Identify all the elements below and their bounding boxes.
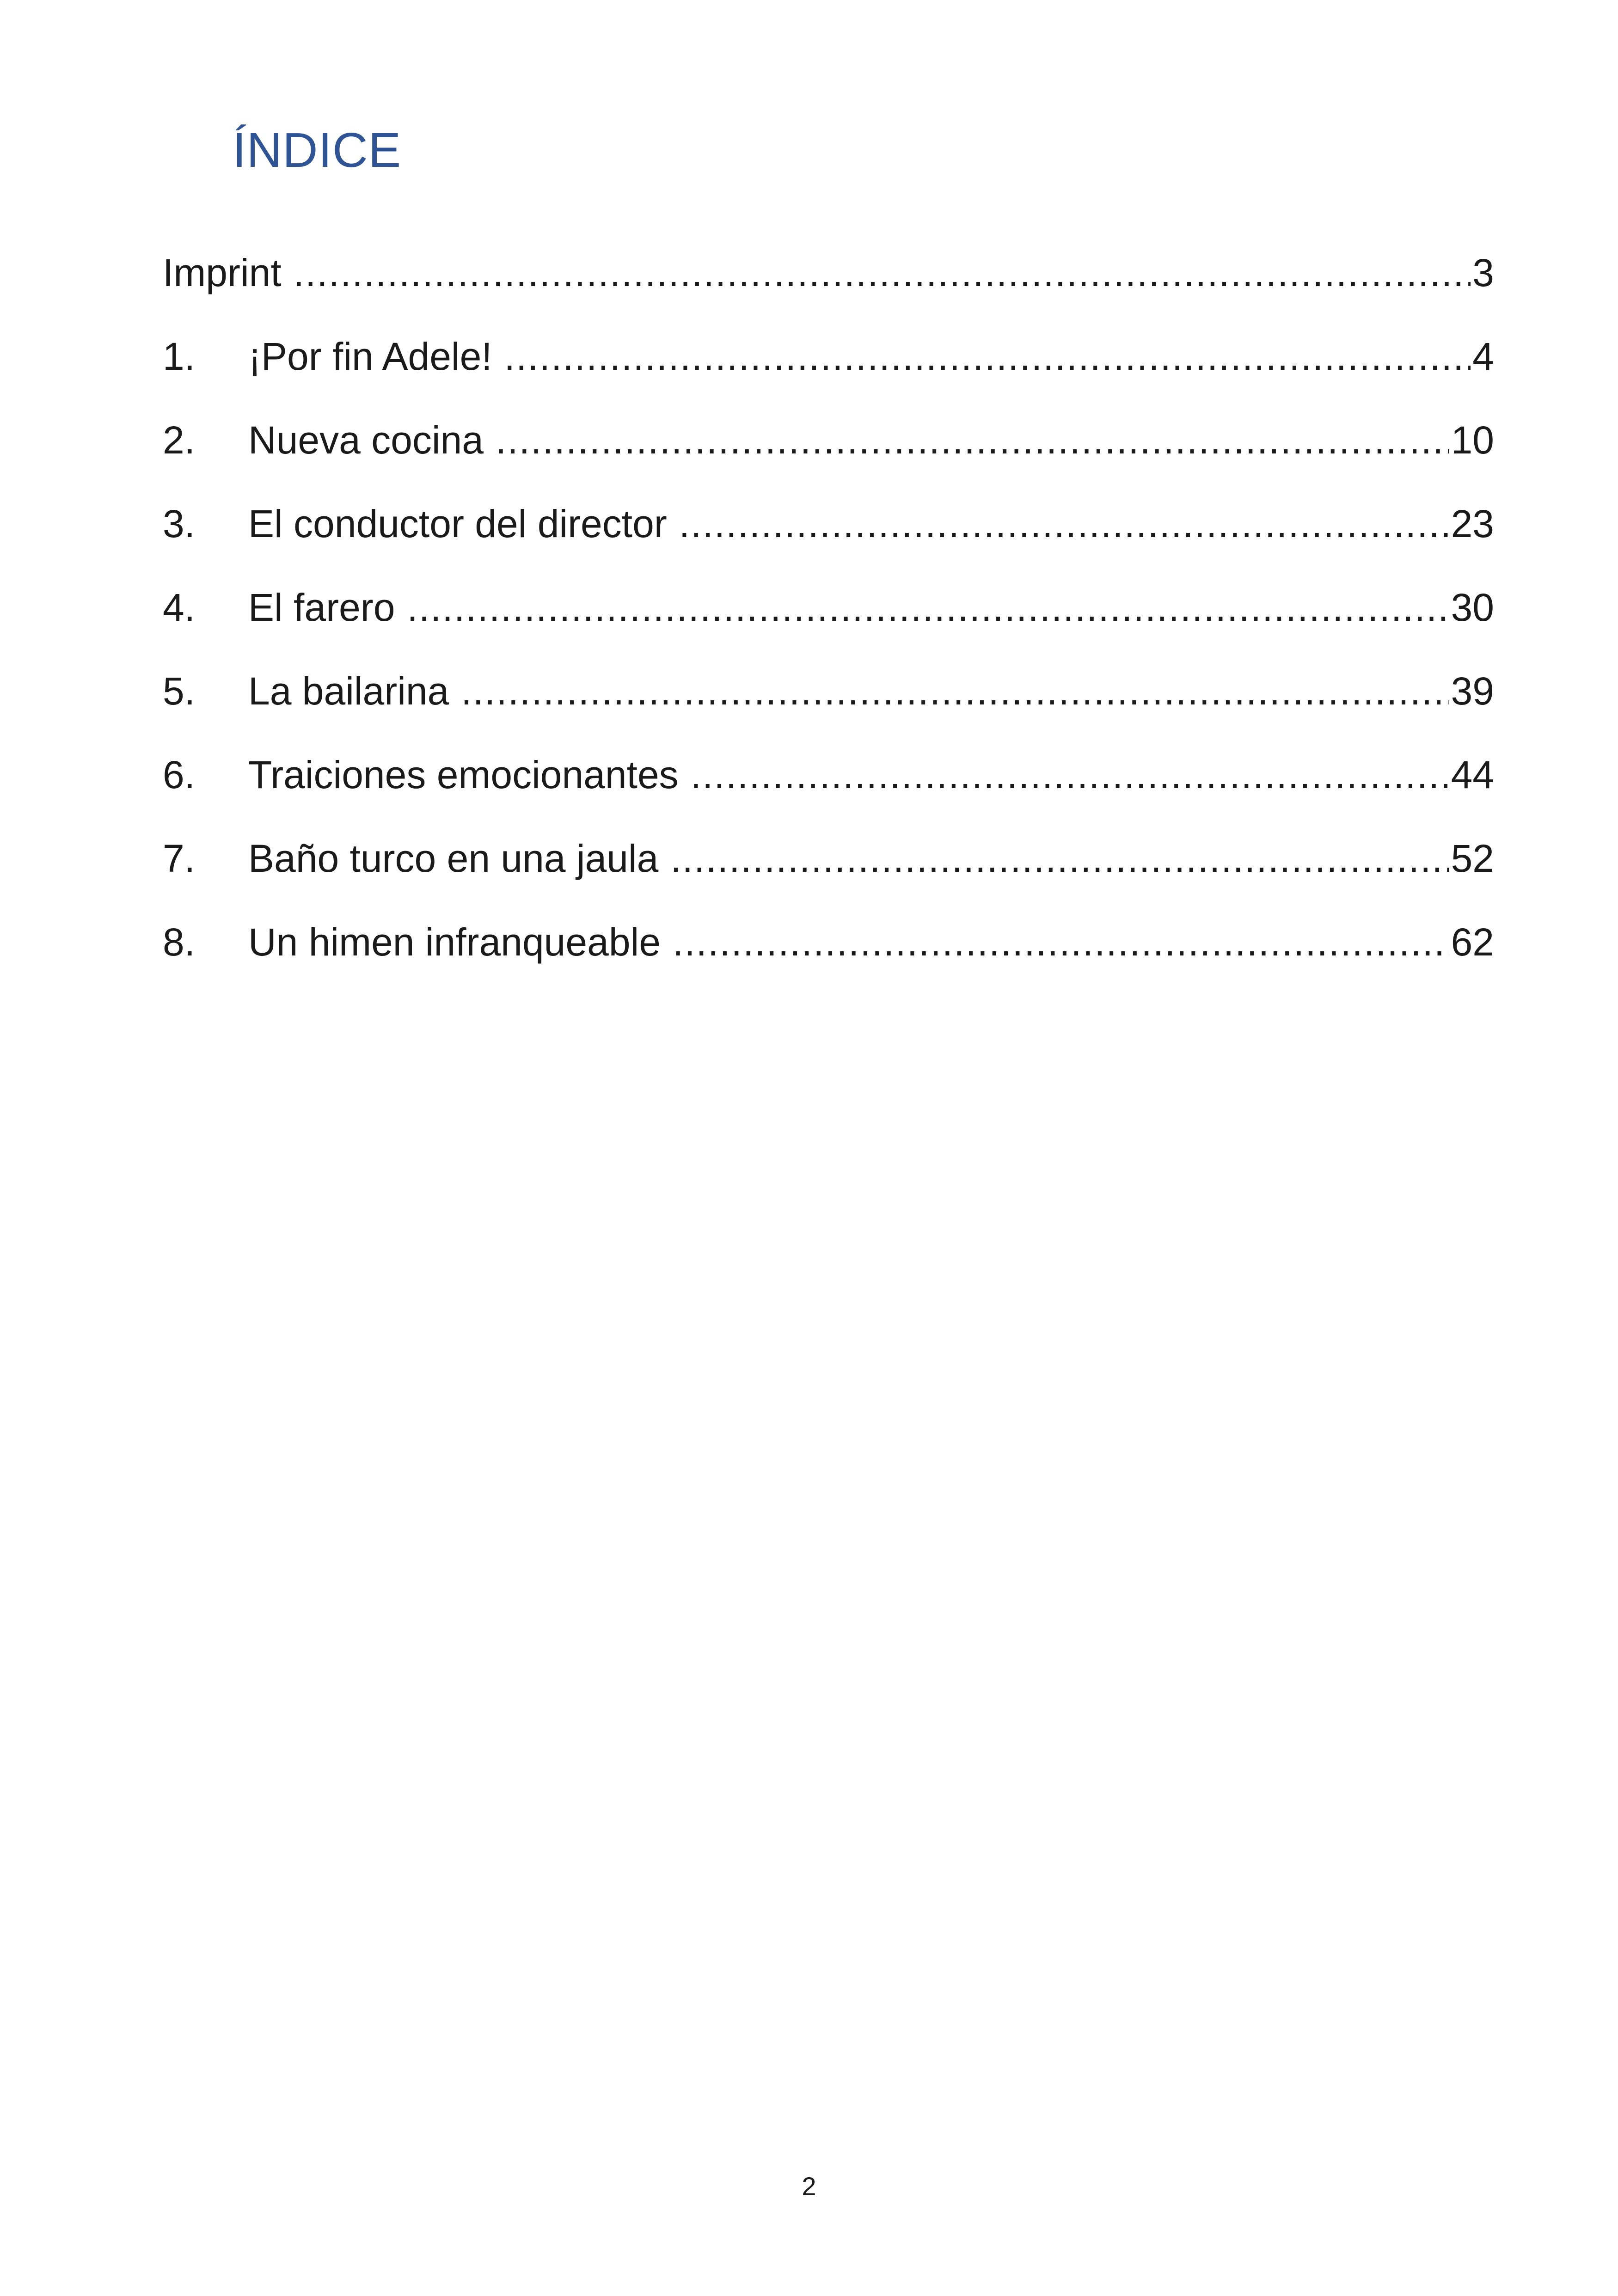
toc-entry-number: 1. (163, 335, 196, 378)
toc-entry-2[interactable] (163, 408, 1494, 491)
toc-dot-leader (407, 575, 1449, 640)
toc-entry-title: El farero (248, 586, 395, 629)
toc-entry-page: 52 (1451, 837, 1494, 880)
toc-entry-8[interactable] (163, 910, 1494, 993)
toc-entry-page: 39 (1451, 669, 1494, 713)
toc-entry-title: El conductor del director (248, 502, 667, 545)
toc-entry-page: 23 (1451, 502, 1494, 545)
toc-entry-6[interactable] (163, 742, 1494, 826)
page-number: 2 (802, 2172, 816, 2201)
toc-entry-number: 2. (163, 418, 196, 462)
toc-dot-leader (670, 826, 1449, 891)
toc-entry-3[interactable] (163, 491, 1494, 575)
toc-dot-leader (461, 659, 1449, 723)
toc-entry-page: 4 (1472, 335, 1494, 378)
toc-entry-page: 10 (1451, 418, 1494, 462)
toc-entry-number: 7. (163, 837, 196, 880)
toc-entry-imprint[interactable] (163, 240, 1494, 324)
toc-entry-title: Traiciones emocionantes (248, 753, 679, 796)
toc-heading: ÍNDICE (233, 123, 402, 178)
toc-entry-title: ¡Por fin Adele! (248, 335, 492, 378)
toc-entry-7[interactable] (163, 826, 1494, 910)
toc-entry-number: 8. (163, 920, 196, 964)
toc-entry-number: 6. (163, 753, 196, 796)
toc-entry-title: Imprint (163, 251, 282, 294)
toc-dot-leader (679, 491, 1449, 556)
toc-entry-number: 3. (163, 502, 196, 545)
toc-entry-title: Nueva cocina (248, 418, 484, 462)
table-of-contents (163, 240, 1494, 993)
toc-entry-title: La bailarina (248, 669, 449, 713)
toc-dot-leader (504, 324, 1471, 389)
toc-dot-leader (294, 240, 1471, 305)
toc-entry-title: Baño turco en una jaula (248, 837, 659, 880)
toc-entry-page: 3 (1472, 251, 1494, 294)
toc-entry-page: 30 (1451, 586, 1494, 629)
toc-entry-number: 4. (163, 586, 196, 629)
toc-entry-page: 44 (1451, 753, 1494, 796)
toc-entry-4[interactable] (163, 575, 1494, 659)
toc-entry-5[interactable] (163, 659, 1494, 742)
toc-dot-leader (691, 742, 1449, 807)
toc-dot-leader (673, 910, 1449, 974)
toc-dot-leader (496, 408, 1449, 472)
toc-entry-1[interactable] (163, 324, 1494, 408)
toc-entry-page: 62 (1451, 920, 1494, 964)
toc-entry-title: Un himen infranqueable (248, 920, 661, 964)
toc-entry-number: 5. (163, 669, 196, 713)
